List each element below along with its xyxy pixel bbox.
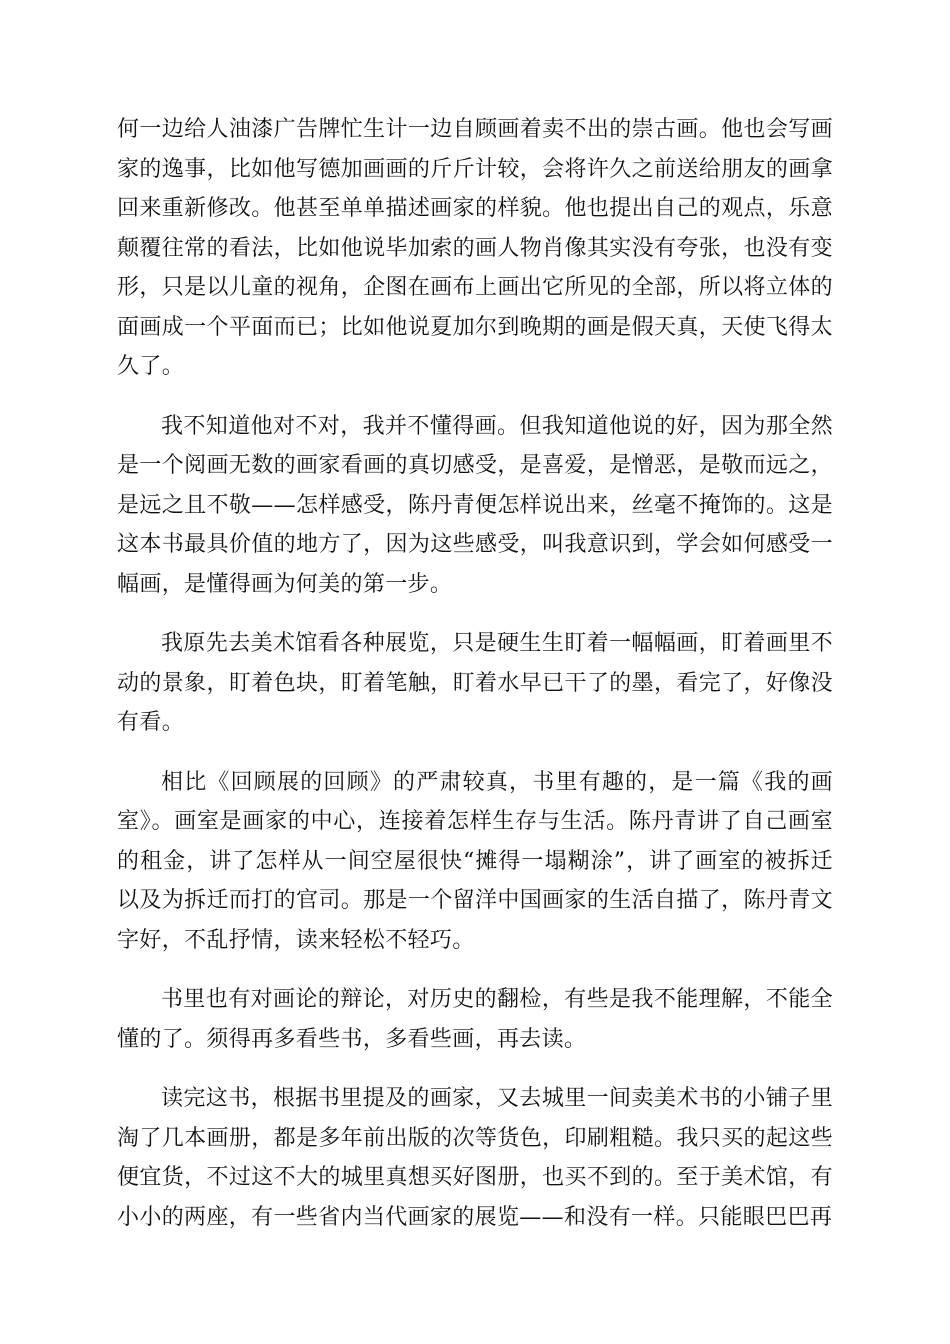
paragraph-5: 书里也有对画论的辩论，对历史的翻检，有些是我不能理解，不能全懂的了。须得再多看些书，多看些画，再去读。: [117, 987, 833, 1052]
paragraph-3: 我原先去美术馆看各种展览，只是硬生生盯着一幅幅画，盯着画里不动的景象，盯着色块，盯着笔触，盯着水早已干了的墨，看完了，好像没有看。: [117, 631, 833, 735]
article-body: [117, 110, 833, 1257]
paragraph-1: 何一边给人油漆广告牌忙生计一边自顾画着卖不出的崇古画。他也会写画家的逸事，比如他写德加画画的斤斤计较，会将许久之前送给朋友的画拿回来重新修改。他甚至单单描述画家的样貌。他也提出自己的观点，乐意颠覆往常的看法，比如他说毕加索的画人物肖像其实没有夸张，也没有变形，只是以儿童的视角，企图在画布上画出它所见的全部，所以将立体的面画成一个平面而已；比如他说夏加尔到晚期的画是假天真，天使飞得太久了。: [117, 117, 833, 379]
paragraph-4: 相比《回顾展的回顾》的严肃较真，书里有趣的，是一篇《我的画室》。画室是画家的中心，连接着怎样生存与生活。陈丹青讲了自己画室的租金，讲了怎样从一间空屋很快“摊得一塌糊涂”，讲了画室的被拆迁以及为拆迁而打的官司。那是一个留洋中国画家的生活自描了，陈丹青文字好，不乱抒情，读来轻松不轻巧。: [117, 769, 833, 953]
paragraph-6: 读完这书，根据书里提及的画家，又去城里一间卖美术书的小铺子里淘了几本画册，都是多年前出版的次等货色，印刷粗糙。我只买的起这些便宜货，不过这不大的城里真想买好图册，也买不到的。至于美术馆，有小小的两座，有一些省内当代画家的展览——和没有一样。只能眼巴巴再: [117, 1086, 833, 1230]
paragraph-2: 我不知道他对不对，我并不懂得画。但我知道他说的好，因为那全然是一个阅画无数的画家看画的真切感受，是喜爱，是憎恶，是敬而远之，是远之且不敬——怎样感受，陈丹青便怎样说出来，丝毫不掩饰的。这是这本书最具价值的地方了，因为这些感受，叫我意识到，学会如何感受一幅画，是懂得画为何美的第一步。: [117, 413, 833, 597]
